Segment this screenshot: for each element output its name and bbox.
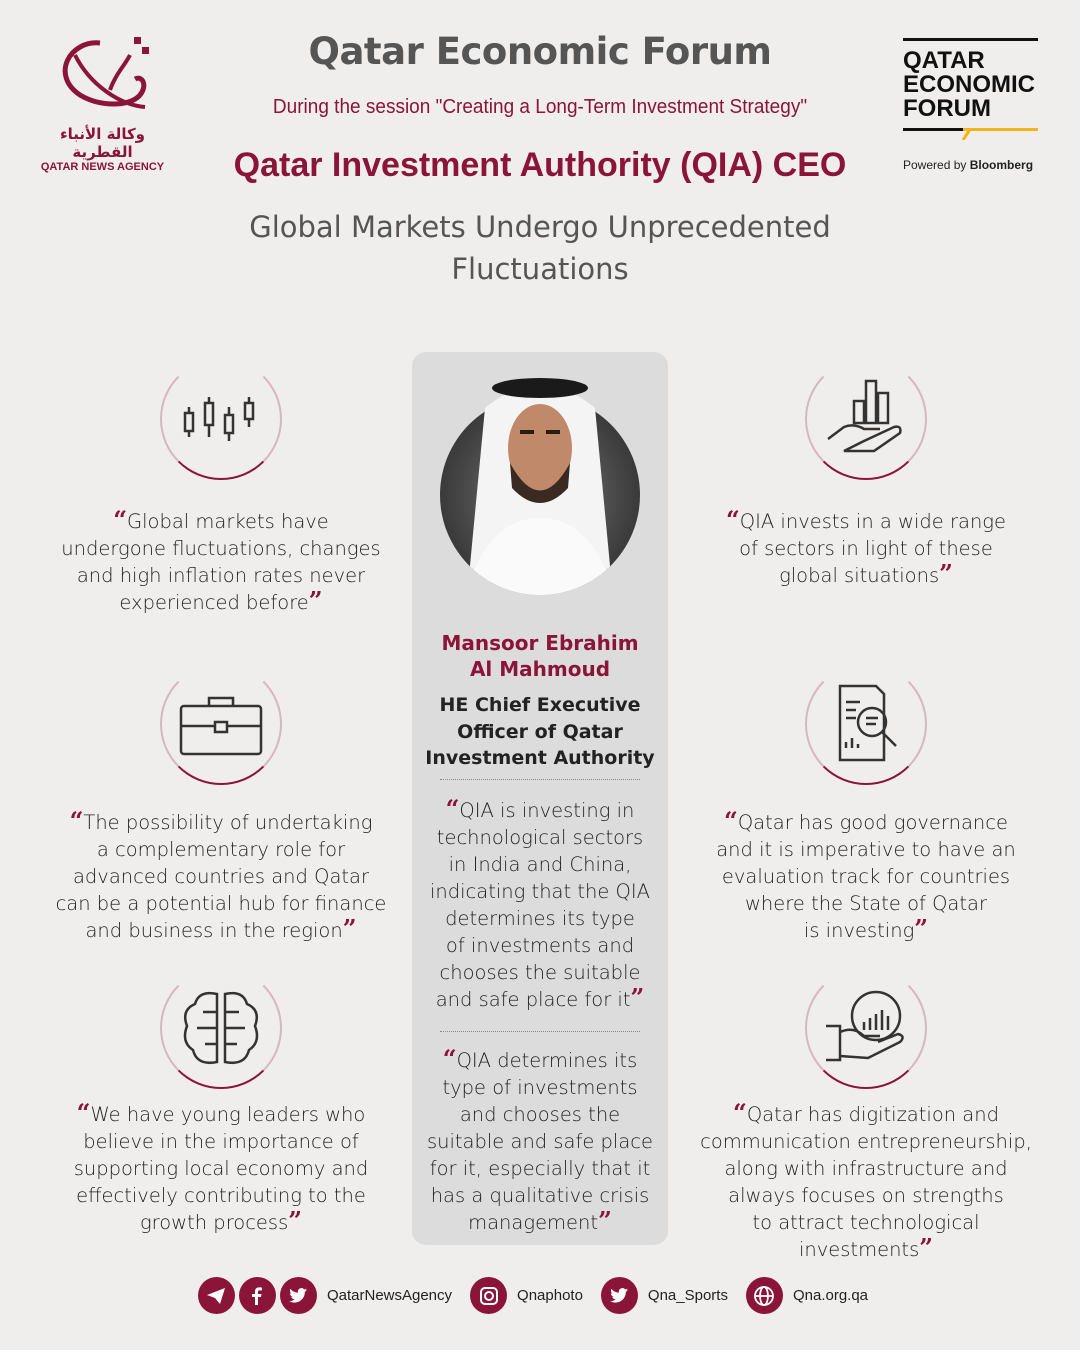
quote-text: Global markets have undergone fluctuations, changes and high inflation rates never experienced before [61,510,381,614]
telegram-icon[interactable] [198,1277,235,1314]
right-quote-1 [686,505,1046,589]
hand-growth-chart-icon [805,967,927,1089]
qef-logo-text: QATAR ECONOMIC FORUM [903,47,1035,122]
qef-underline-icon [903,128,1038,140]
divider [440,1031,640,1032]
qna-english-name: QATAR NEWS AGENCY [40,161,165,173]
center-quote-2 [412,1044,668,1236]
left-quote-2 [31,806,411,944]
candlestick-chart-icon [160,358,282,480]
open-quote-icon: “ [69,806,84,835]
qna-arabic-name: وكالة الأنباء القطرية [60,125,145,161]
left-quote-1 [41,505,401,616]
right-quote-3 [666,1098,1066,1263]
quote-text: Qatar has digitization and communication entrepreneurship, along with infrastructure and always focuses on strengths to attract technological investments [700,1103,1032,1261]
twitter-icon[interactable] [280,1277,317,1314]
hand-bar-chart-icon [805,358,927,480]
report-magnifier-icon [805,663,927,785]
page-title: Qatar Economic Forum [308,30,772,73]
powered-by [903,158,1038,172]
close-quote-icon: ” [914,914,929,943]
close-quote-icon: ” [939,559,953,588]
quote-text: We have young leaders who believe in the importance of supporting local economy and effectively contributing to the growth process [73,1103,369,1234]
close-quote-icon: ” [919,1233,934,1262]
speaker-role: HE Chief Executive Officer of Qatar Investment Authority [425,694,655,769]
quote-text: QIA is investing in technological sectors in India and China, indicating that the QIA determines its type of investments and chooses the suitable and safe place for it [429,799,650,1011]
speaker-name: Mansoor Ebrahim Al Mahmoud [441,631,639,681]
speaker-photo [440,368,640,618]
close-quote-icon: ” [342,914,357,943]
center-quote-1 [412,794,668,1013]
facebook-icon[interactable] [239,1277,276,1314]
briefcase-icon [160,663,282,785]
open-quote-icon: “ [445,794,460,823]
open-quote-icon: “ [733,1098,747,1127]
qef-logo [903,38,1038,172]
quote-text: QIA invests in a wide range of sectors in light of these global situations [739,510,1006,587]
quote-text: The possibility of undertaking a complementary role for advanced countries and Qatar can be a potential hub for finance and business in the region [55,811,387,942]
globe-icon[interactable] [746,1277,783,1314]
main-title: Qatar Investment Authority (QIA) CEO [233,146,847,184]
divider [440,779,640,780]
open-quote-icon: “ [76,1098,91,1127]
headline: Global Markets Undergo Unprecedented Fluctuations [249,210,831,286]
open-quote-icon: “ [724,806,738,835]
bloomberg-label: Bloomberg [969,158,1034,172]
close-quote-icon: ” [598,1206,612,1235]
open-quote-icon: “ [725,505,740,534]
close-quote-icon: ” [288,1206,303,1235]
powered-by-label: Powered by [903,158,967,172]
brain-circuit-icon [160,967,282,1089]
instagram-handle[interactable]: Qnaphoto [517,1287,583,1304]
left-quote-3 [31,1098,411,1236]
instagram-icon[interactable] [470,1277,507,1314]
close-quote-icon: ” [630,983,645,1012]
open-quote-icon: “ [113,505,127,534]
right-quote-2 [676,806,1056,944]
twitter-icon[interactable] [601,1277,638,1314]
quote-text: Qatar has good governance and it is imperative to have an evaluation track for countries where the State of Qatar is investing [716,811,1016,942]
social-handle-main[interactable]: QatarNewsAgency [326,1287,453,1304]
open-quote-icon: “ [442,1044,457,1073]
website-link[interactable]: Qna.org.qa [792,1287,869,1304]
social-footer [0,1277,1080,1314]
session-subtitle: During the session "Creating a Long-Term Investment Strategy" [272,96,808,118]
close-quote-icon: ” [308,586,323,615]
quote-text: QIA determines its type of investments and chooses the suitable and safe place for it, especially that it has a qualitative crisis management [426,1049,654,1234]
twitter-sports-handle[interactable]: Qna_Sports [647,1287,728,1304]
